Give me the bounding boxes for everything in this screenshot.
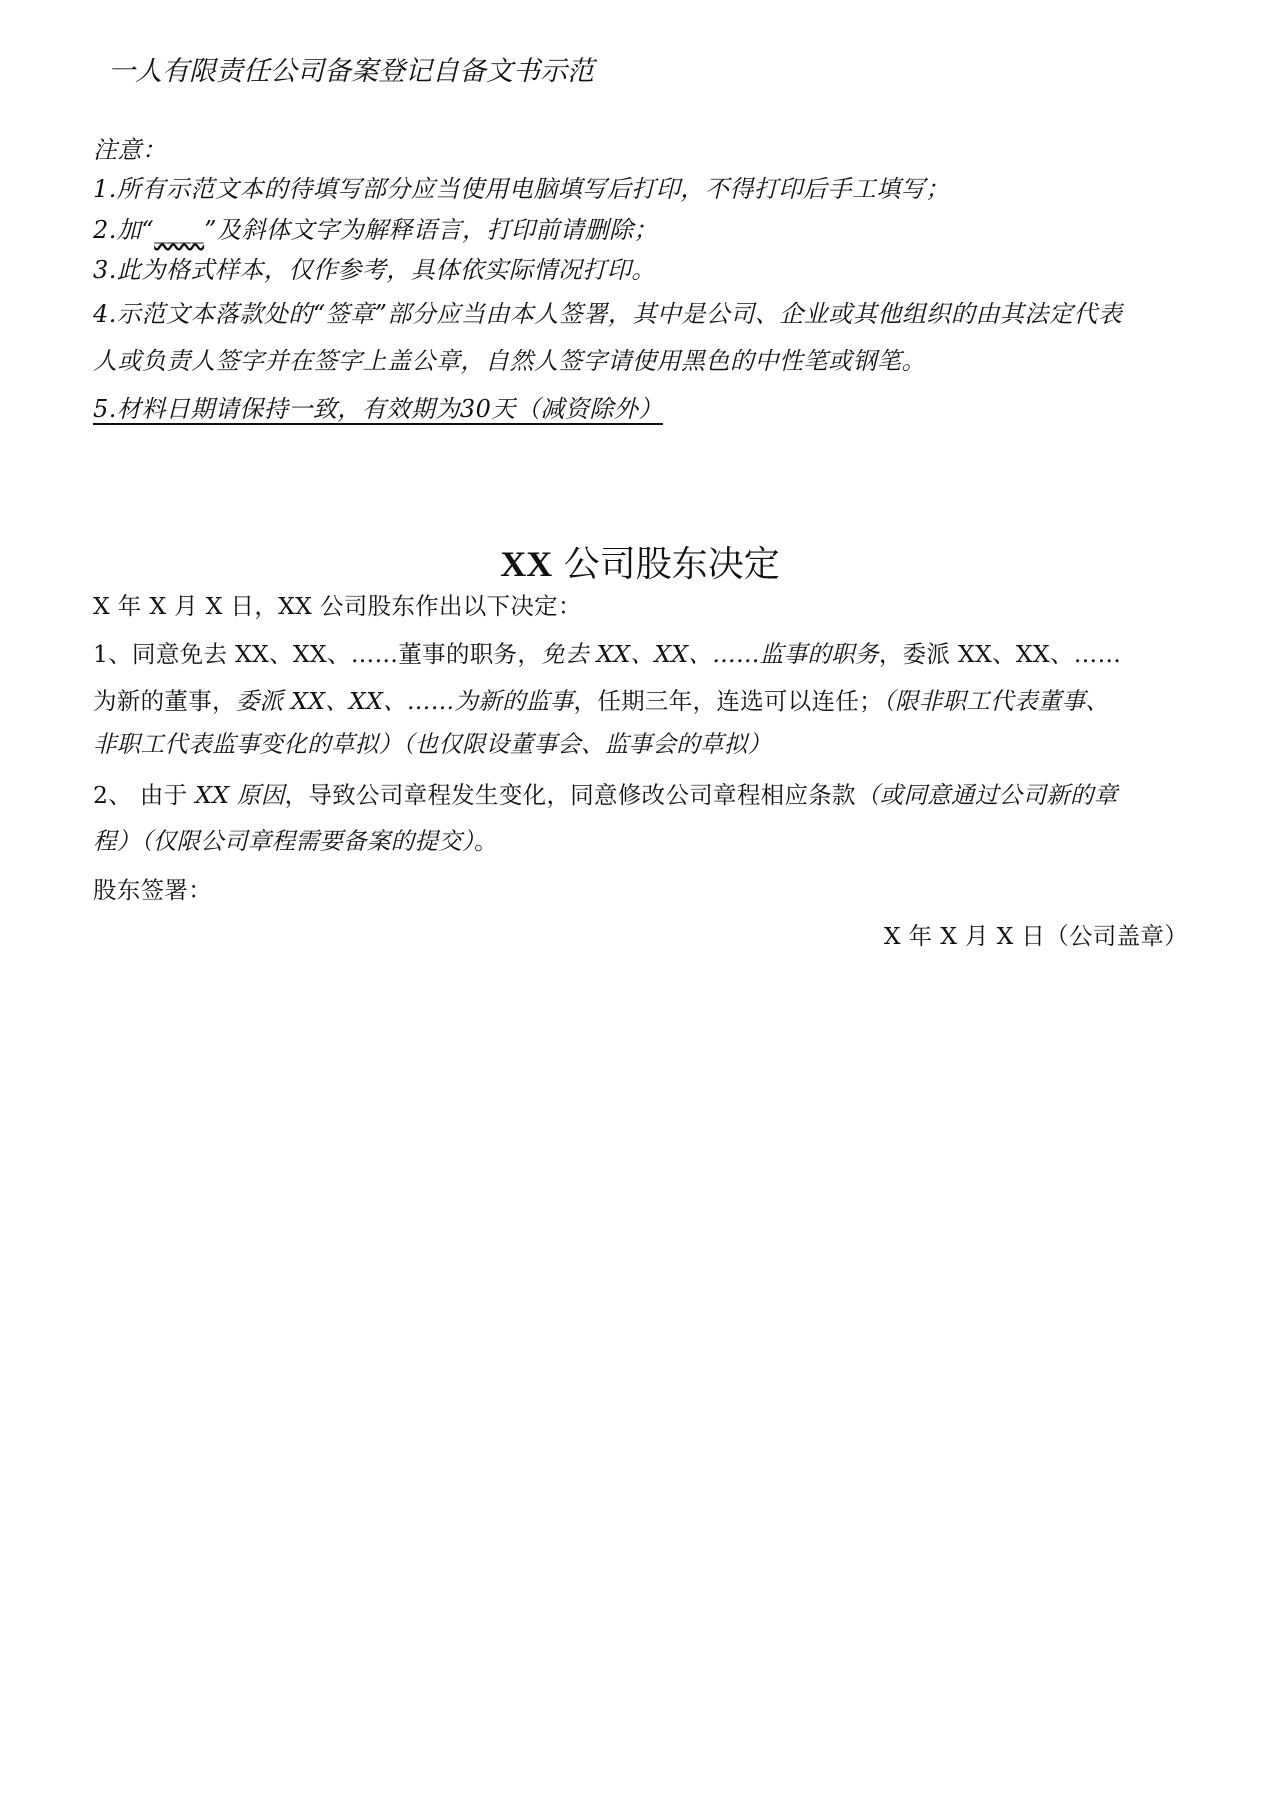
note-1: 1.所有示范文本的待填写部分应当使用电脑填写后打印，不得打印后手工填写； (93, 175, 950, 203)
italic-text: 免去 XX、XX、……监事的职务 (541, 640, 879, 668)
note-2 (93, 218, 658, 242)
italic-text: XX 原因 (195, 781, 285, 809)
text: 2、 由于 (93, 781, 196, 809)
date-stamp-line: X 年 X 月 X 日（公司盖章） (883, 922, 1188, 950)
notes-label: 注意： (93, 136, 167, 164)
text: ，委派 XX、XX、…… (878, 640, 1122, 668)
italic-text: 委派 XX、XX、……为新的监事 (235, 687, 574, 715)
item-1-line-2 (93, 687, 1110, 715)
text: 1、同意免去 XX、XX、……董事的职务， (93, 640, 542, 668)
signature-label: 股东签署： (93, 876, 212, 904)
note-5: 5.材料日期请保持一致，有效期为30天（减资除外） (93, 395, 663, 423)
note-4-line-2: 人或负责人签字并在签字上盖公章，自然人签字请使用黑色的中性笔或钢笔。 (93, 347, 926, 375)
decision-intro: X 年 X 月 X 日，XX 公司股东作出以下决定： (93, 592, 582, 620)
italic-text: （或同意通过公司新的章 (855, 781, 1118, 809)
italic-text: 程）（仅限公司章程需要备案的提交） (93, 827, 475, 855)
decision-heading (0, 536, 1280, 587)
item-1-line-1 (93, 640, 1122, 668)
note-2-start: 2.加“ (93, 216, 155, 244)
item-2-line-2 (93, 827, 498, 855)
text: 为新的董事， (93, 687, 236, 715)
document-title: 一人有限责任公司备案登记自备文书示范 (108, 56, 594, 87)
note-4-line-1: 4.示范文本落款处的“签章”部分应当由本人签署，其中是公司、企业或其他组织的由其法定代表 (93, 300, 1123, 328)
note-2-wavy-blank: ____ (154, 216, 205, 244)
italic-text: （限非职工代表董事、 (882, 687, 1110, 715)
text: ，任期三年，连选可以连任； (573, 687, 883, 715)
text: ，导致公司章程发生变化，同意修改公司章程相应条款 (284, 781, 856, 809)
heading-xx: XX (500, 544, 553, 584)
heading-text: 公司股东决定 (552, 544, 780, 585)
item-2-line-1 (93, 781, 1118, 809)
note-3: 3.此为格式样本，仅作参考，具体依实际情况打印。 (93, 256, 656, 284)
item-1-line-3: 非职工代表监事变化的草拟）（也仅限设董事会、监事会的草拟） (93, 730, 772, 758)
text: 。 (474, 827, 498, 855)
note-2-end: ”及斜体文字为解释语言，打印前请删除； (204, 216, 658, 244)
